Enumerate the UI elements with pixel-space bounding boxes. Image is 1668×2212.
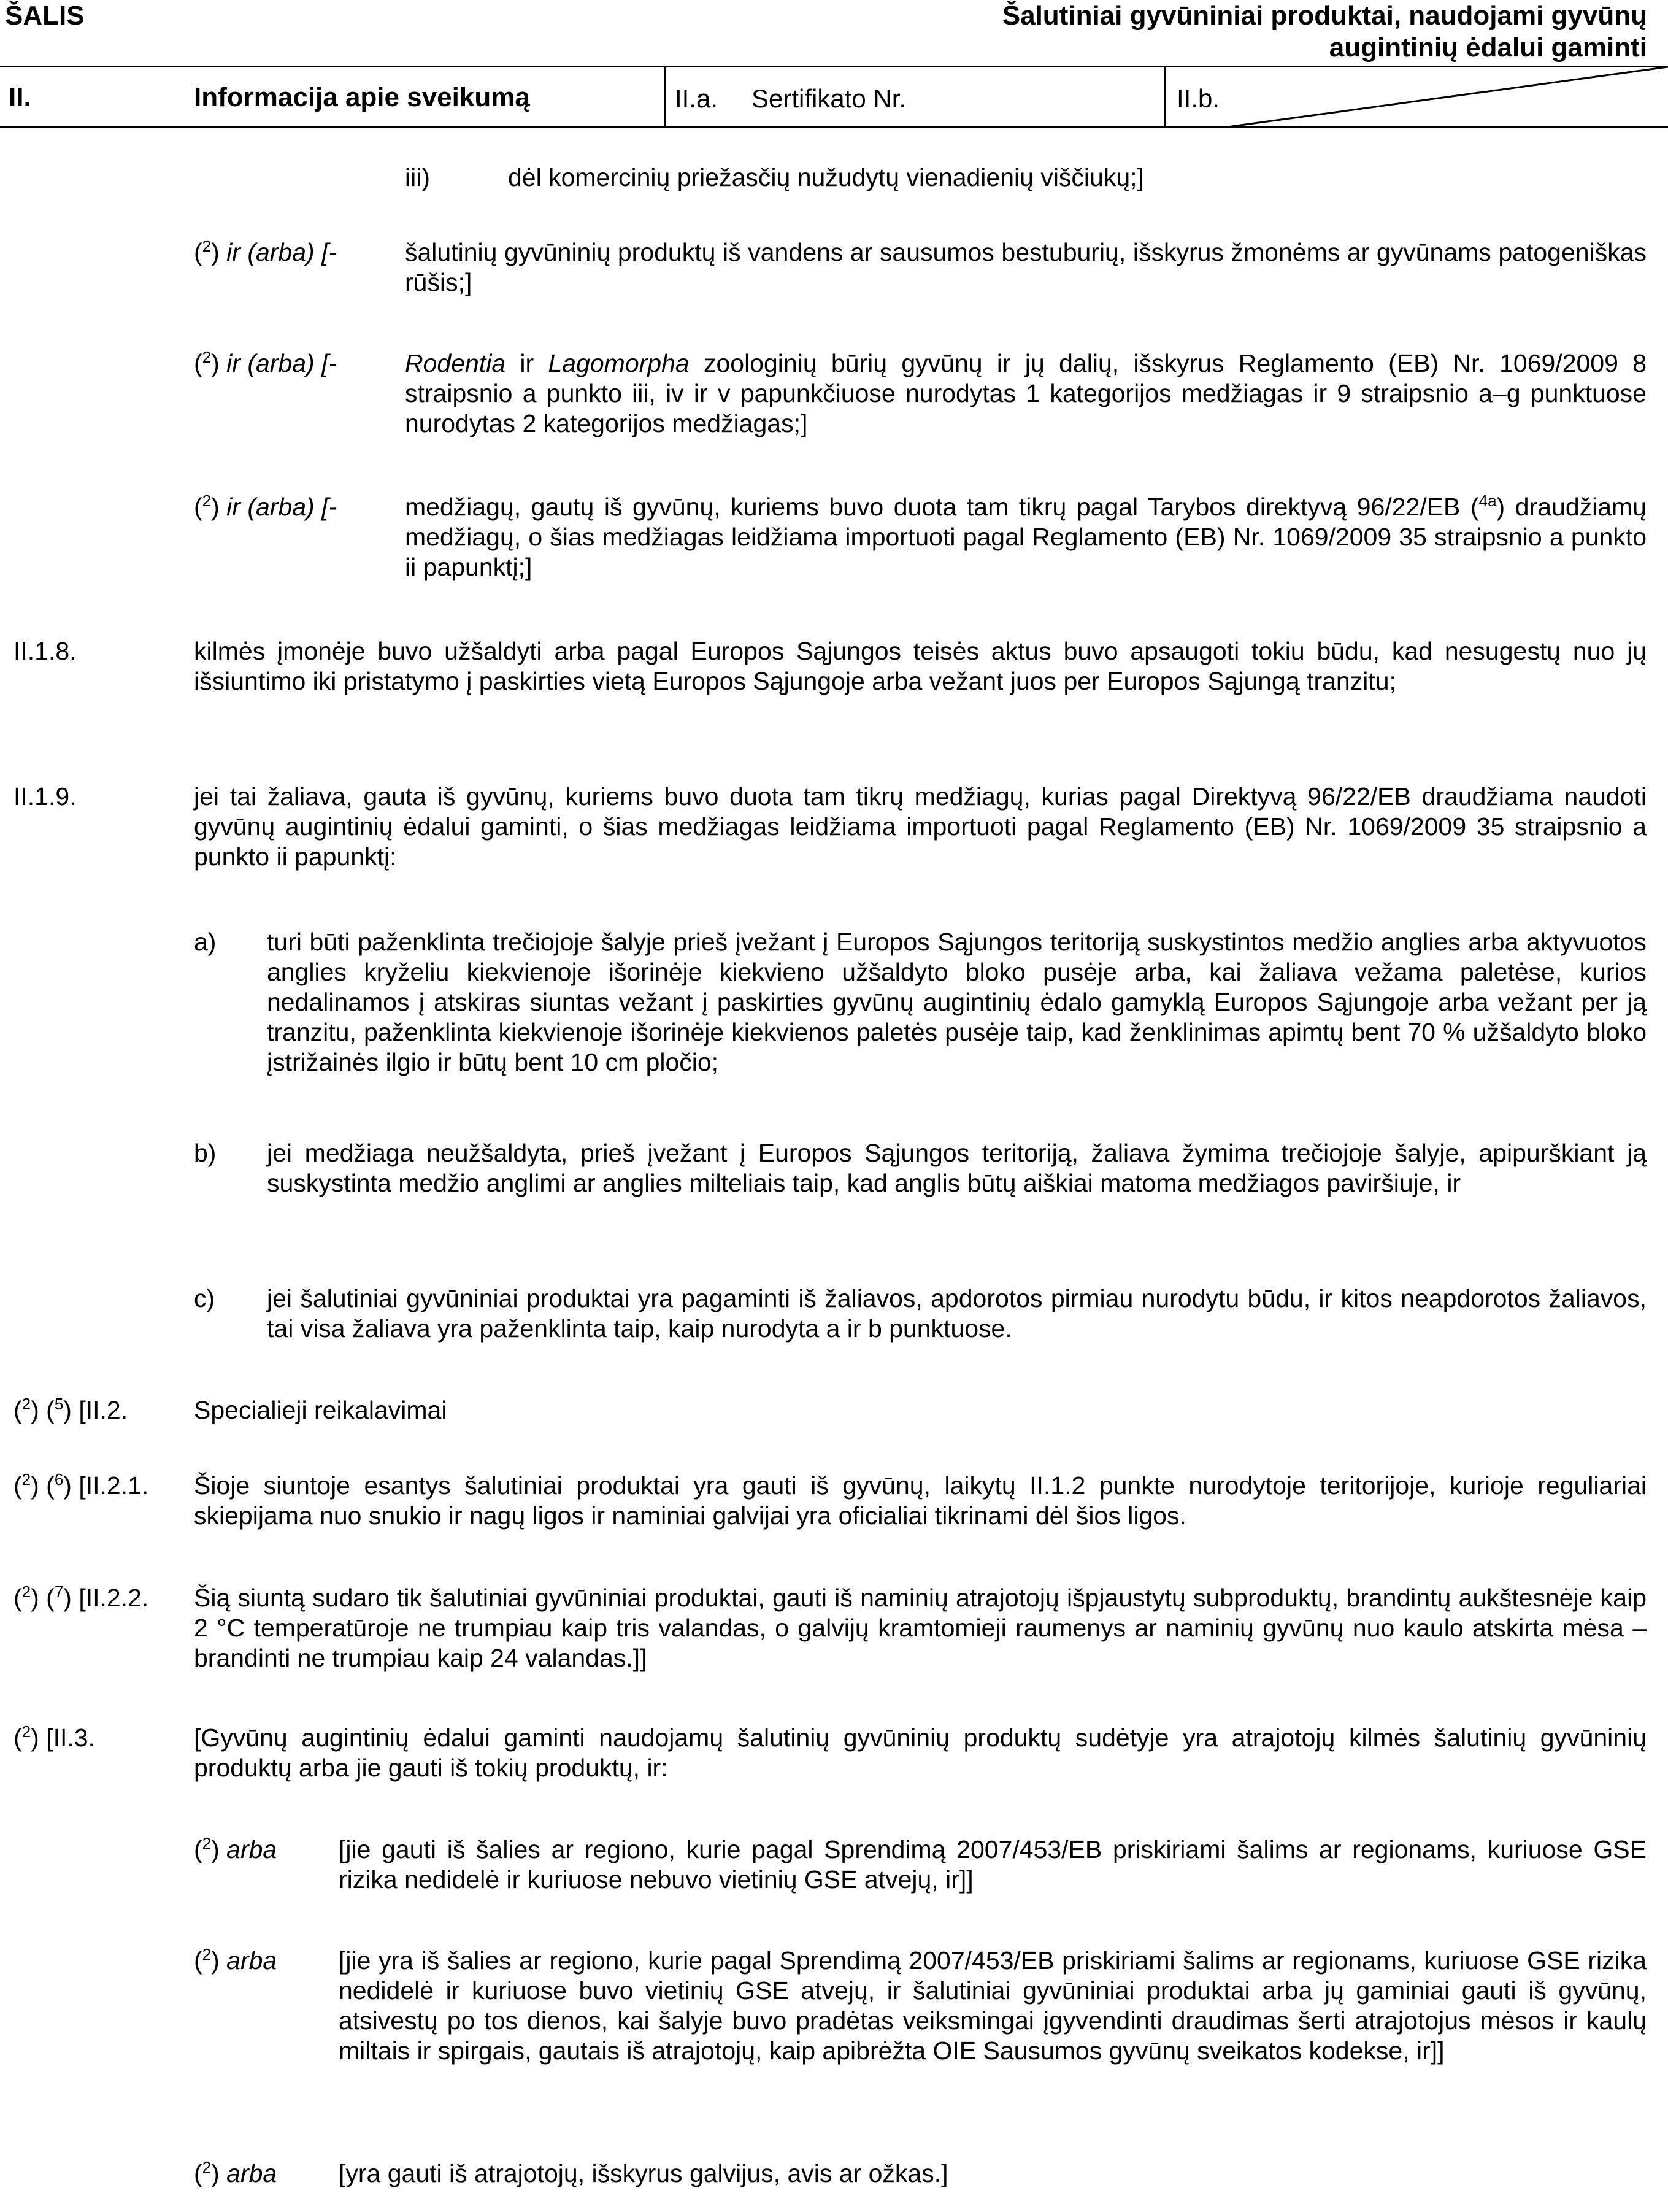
ii-3-arba-2-text: [jie yra iš šalies ar regiono, kurie pagal Sprendimą 2007/453/EB priskiriami šalims ar regionams, kuriuose GSE rizika nedidelė ir kuriuose buvo vietinių GSE atvejų, ir šalutiniai gyvūniniai produktai arba jų gaminiai gauti iš gyvūnų, atsivestų po tos dienos, kai šalyje buvo pradėtas veiksmingai įgyvendinti draudimas šerti atrajotojus mėsos ir kaulų miltais ir spirgais, gautais iš atrajotojų, kaip apibrėžta OIE Sausumos gyvūnų sveikatos kodekse, ir]] <box>339 1946 1647 2065</box>
country-label: ŠALIS <box>5 1 85 31</box>
footnote-ref-5: 5 <box>54 1395 64 1413</box>
ii-3-arba-3-text: [yra gauti iš atrajotojų, išskyrus galvijus, avis ar ožkas.] <box>339 2159 948 2187</box>
ii-2-title: Specialieji reikalavimai <box>194 1396 447 1424</box>
ii-3-arba-1-text: [jie gauti iš šalies ar regiono, kurie pagal Sprendimą 2007/453/EB priskiriami šalims ar regionams, kuriuose GSE rizika nedidelė ir kuriuose nebuvo vietinių GSE atvejų, ir]] <box>339 1835 1647 1894</box>
footnote-ref: 2 <box>202 2158 212 2176</box>
footnote-ref: 2 <box>21 1722 31 1741</box>
ir-arba-3-body-b: ) draudžiamų medžiagų, o šias medžiagas leidžiama importuoti pagal Reglamento (EB) Nr. 1069/2009 35 straipsnio a punkto ii papunktį;] <box>405 493 1647 581</box>
item-iii-marker: iii) <box>405 163 430 191</box>
footnote-ref: 2 <box>21 1470 31 1489</box>
ir-arba-3-prefix: ($^2$) ir (arba) [- <box>194 491 337 521</box>
ii-1-8-text: kilmės įmonėje buvo užšaldyti arba pagal Europos Sąjungos teisės aktus buvo apsaugoti tokiu būdu, kad nesugestų nuo jų išsiuntimo iki pristatymo į paskirties vietą Europos Sąjungoje arba vežant juos per Europos Sąjungą tranzitu; <box>194 637 1647 695</box>
section-number: II. <box>9 82 31 112</box>
ir-arba-label: ir (arba) [- <box>226 238 337 266</box>
ii-3-label: [II.3. <box>46 1724 95 1752</box>
footnote-ref-7: 7 <box>54 1582 64 1601</box>
item-iii-text: dėl komercinių priežasčių nužudytų vienadienių viščiukų;] <box>508 163 1144 191</box>
ir-arba-label: ir (arba) [- <box>226 349 337 377</box>
ir-arba-2-text <box>405 349 1647 439</box>
footnote-ref-4a: 4a <box>1478 491 1497 510</box>
ii-3-arba-3-prefix: ($^2$) arba <box>194 2158 277 2187</box>
ii-2-2-number: ($^2$) ($^7$) [II.2.2. <box>13 1582 149 1612</box>
ii-2-1-text: Šioje siuntoje esantys šalutiniai produktai yra gauti iš gyvūnų, laikytų II.1.2 punkte nurodytoje teritorijoje, kurioje reguliariai skiepijama nuo snukio ir nagų ligos ir naminiai galvijai yra oficialiai tikrinami dėl šios ligos. <box>194 1471 1647 1530</box>
ref-b-label: II.b. <box>1177 84 1220 113</box>
document-title <box>788 0 1647 64</box>
ii-1-9-b-marker: b) <box>194 1139 217 1167</box>
ii-2-2-text: Šią siuntą sudaro tik šalutiniai gyvūniniai produktai, gauti iš naminių atrajotojų išpjaustytų subproduktų, brandintų aukštesnėje kaip 2 °C temperatūroje ne trumpiau kaip tris valandas, o galvijų kramtomieji raumenys ar naminių gyvūnų nuo kaulo atskirta mėsa – brandinti ne trumpiau kaip 24 valandas.]] <box>194 1584 1647 1672</box>
ii-3-arba-2-prefix: ($^2$) arba <box>194 1945 277 1975</box>
ir-arba-3-text <box>405 492 1647 582</box>
arba-label: arba <box>226 2159 277 2187</box>
ir-arba-2-prefix: ($^2$) ir (arba) [- <box>194 348 337 377</box>
ii-1-8-number: II.1.8. <box>13 637 77 665</box>
ir-arba-2-body: zoologinių būrių gyvūnų ir jų dalių, išskyrus Reglamento (EB) Nr. 1069/2009 8 straipsnio a punkto iii, iv ir v papunkčiuose nurodytas 1 kategorijos medžiagas ir 9 straipsnio a–g punktuose nurodytas 2 kategorijos medžiagas;] <box>405 349 1647 437</box>
document-title-line-2: augintinių ėdalui gaminti <box>1329 33 1647 63</box>
cert-ref-label: II.a. <box>675 84 718 113</box>
footnote-ref: 2 <box>202 237 212 255</box>
arba-label: arba <box>226 1835 277 1863</box>
document-title-line-1: Šalutiniai gyvūniniai produktai, naudojami gyvūnų <box>1002 1 1647 31</box>
ii-1-9-c-text: jei šalutiniai gyvūniniai produktai yra pagaminti iš žaliavos, apdorotos pirmiau nurodytu būdu, ir kitos neapdorotos žaliavos, tai visa žaliava yra paženklinta taip, kaip nurodyta a ir b punktuose. <box>267 1284 1647 1343</box>
ii-3-number: ($^2$) [II.3. <box>13 1722 95 1752</box>
footnote-ref: 2 <box>202 348 212 366</box>
ii-3-text: [Gyvūnų augintinių ėdalui gaminti naudojamų šalutinių gyvūninių produktų sudėtyje yra atrajotojų kilmės šalutinių gyvūninių produktų arba jie gauti iš tokių produktų, ir: <box>194 1724 1647 1782</box>
ii-2-label: [II.2. <box>79 1396 128 1424</box>
conjunction: ir <box>505 349 548 377</box>
ir-arba-3-body-a: medžiagų, gautų iš gyvūnų, kuriems buvo duota tam tikrų pagal Tarybos direktyvą 96/22/EB ( <box>405 493 1479 521</box>
footnote-ref: 2 <box>202 491 212 510</box>
footnote-ref: 2 <box>21 1582 31 1601</box>
ii-1-9-a-text: turi būti paženklinta trečiojoje šalyje prieš įvežant į Europos Sąjungos teritoriją suskystintos medžio anglies arba aktyvuotos anglies kryželiu kiekvienoje išorinėje kiekvieno užšaldyto bloko pusėje arba, kai žaliava vežama paletėse, kurios nedalinamos į atskiras siuntas vežant į paskirties gyvūnų augintinių ėdalo gamyklą Europos Sąjungoje arba vežant per ją tranzitu, paženklinta kiekvienoje išorinėje kiekvienos paletės pusėje taip, kad ženklinimas apimtų bent 70 % užšaldyto bloko įstrižainės ilgio ir būtų bent 10 cm pločio; <box>267 928 1647 1076</box>
ii-2-1-label: [II.2.1. <box>79 1471 149 1500</box>
ir-arba-1-prefix: ($^2$) ir (arba) [- <box>194 237 337 266</box>
ii-1-9-b-text: jei medžiaga neužšaldyta, prieš įvežant į Europos Sąjungos teritoriją, žaliava žymima trečiojoje šalyje, apipurškiant ją suskystinta medžio anglimi ar anglies milteliais taip, kad anglis būtų aiškiai matoma medžiagos paviršiuje, ir <box>267 1139 1647 1197</box>
header-table-divider-1 <box>664 66 666 128</box>
header-table-divider-2 <box>1164 66 1166 128</box>
footnote-ref: 2 <box>202 1834 212 1852</box>
footnote-ref: 2 <box>202 1945 212 1963</box>
ii-2-1-number: ($^2$) ($^6$) [II.2.1. <box>13 1470 149 1500</box>
rodentia-term: Rodentia <box>405 349 506 377</box>
header-table-diagonal <box>1227 66 1668 128</box>
ii-1-9-text: jei tai žaliava, gauta iš gyvūnų, kuriems buvo duota tam tikrų medžiagų, kurias pagal Direktyvą 96/22/EB draudžiama naudoti gyvūnų augintinių ėdalui gaminti, o šias medžiagas leidžiama importuoti pagal Reglamento (EB) Nr. 1069/2009 35 straipsnio a punkto ii papunktį: <box>194 782 1647 871</box>
ii-1-9-a-marker: a) <box>194 928 217 956</box>
ii-1-9-c-marker: c) <box>194 1284 215 1312</box>
arba-label: arba <box>226 1946 277 1975</box>
ii-1-9-number: II.1.9. <box>13 782 77 811</box>
ii-2-2-label: [II.2.2. <box>79 1584 149 1612</box>
section-title: Informacija apie sveikumą <box>194 82 530 112</box>
footnote-ref-6: 6 <box>54 1470 64 1489</box>
ii-3-arba-1-prefix: ($^2$) arba <box>194 1834 277 1863</box>
cert-number-label: Sertifikato Nr. <box>751 84 907 113</box>
footnote-ref: 2 <box>21 1395 31 1413</box>
ir-arba-1-text: šalutinių gyvūninių produktų iš vandens ar sausumos bestuburių, išskyrus žmonėms ar gyvūnams patogeniškas rūšis;] <box>405 238 1647 296</box>
ir-arba-label: ir (arba) [- <box>226 493 337 521</box>
lagomorpha-term: Lagomorpha <box>548 349 690 377</box>
ii-2-number: ($^2$) ($^5$) [II.2. <box>13 1395 128 1424</box>
